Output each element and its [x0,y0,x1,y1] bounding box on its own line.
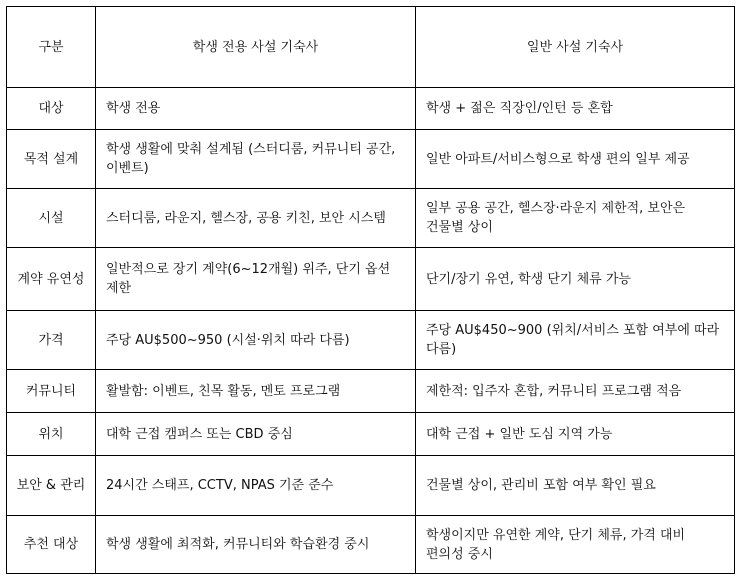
student-dorm-cell: 주당 AU$500~950 (시설·위치 따라 다름) [96,311,416,370]
header-general-dorm: 일반 사설 기숙사 [416,7,735,88]
row-label: 보안 & 관리 [7,456,96,516]
student-dorm-cell: 일반적으로 장기 계약(6~12개월) 위주, 단기 옵션 제한 [96,248,416,311]
general-dorm-cell: 학생 + 젊은 직장인/인턴 등 혼합 [416,88,735,130]
table-row [7,189,735,248]
table-row [7,248,735,311]
general-dorm-cell: 일반 아파트/서비스형으로 학생 편의 일부 제공 [416,130,735,189]
student-dorm-cell: 스터디룸, 라운지, 헬스장, 공용 키친, 보안 시스템 [96,189,416,248]
student-dorm-cell: 학생 전용 [96,88,416,130]
student-dorm-cell: 학생 생활에 맞춰 설계됨 (스터디룸, 커뮤니티 공간, 이벤트) [96,130,416,189]
table-row [7,311,735,370]
general-dorm-cell: 제한적: 입주자 혼합, 커뮤니티 프로그램 적음 [416,370,735,413]
student-dorm-cell: 학생 생활에 최적화, 커뮤니티와 학습환경 중시 [96,516,416,574]
general-dorm-cell: 단기/장기 유연, 학생 단기 체류 가능 [416,248,735,311]
general-dorm-cell: 대학 근접 + 일반 도심 지역 가능 [416,413,735,456]
general-dorm-cell: 학생이지만 유연한 계약, 단기 체류, 가격 대비 편의성 중시 [416,516,735,574]
general-dorm-cell: 일부 공용 공간, 헬스장·라운지 제한적, 보안은 건물별 상이 [416,189,735,248]
table-row [7,516,735,574]
row-label: 대상 [7,88,96,130]
comparison-table [6,6,735,574]
row-label: 계약 유연성 [7,248,96,311]
table-row [7,370,735,413]
row-label: 커뮤니티 [7,370,96,413]
row-label: 가격 [7,311,96,370]
row-label: 시설 [7,189,96,248]
header-student-dorm: 학생 전용 사설 기숙사 [96,7,416,88]
header-category: 구분 [7,7,96,88]
student-dorm-cell: 대학 근접 캠퍼스 또는 CBD 중심 [96,413,416,456]
table-row [7,456,735,516]
table-row [7,413,735,456]
table-row [7,130,735,189]
general-dorm-cell: 건물별 상이, 관리비 포함 여부 확인 필요 [416,456,735,516]
student-dorm-cell: 24시간 스태프, CCTV, NPAS 기준 준수 [96,456,416,516]
header-row [7,7,735,88]
table-row [7,88,735,130]
row-label: 목적 설계 [7,130,96,189]
student-dorm-cell: 활발함: 이벤트, 친목 활동, 멘토 프로그램 [96,370,416,413]
row-label: 위치 [7,413,96,456]
general-dorm-cell: 주당 AU$450~900 (위치/서비스 포함 여부에 따라 다름) [416,311,735,370]
row-label: 추천 대상 [7,516,96,574]
